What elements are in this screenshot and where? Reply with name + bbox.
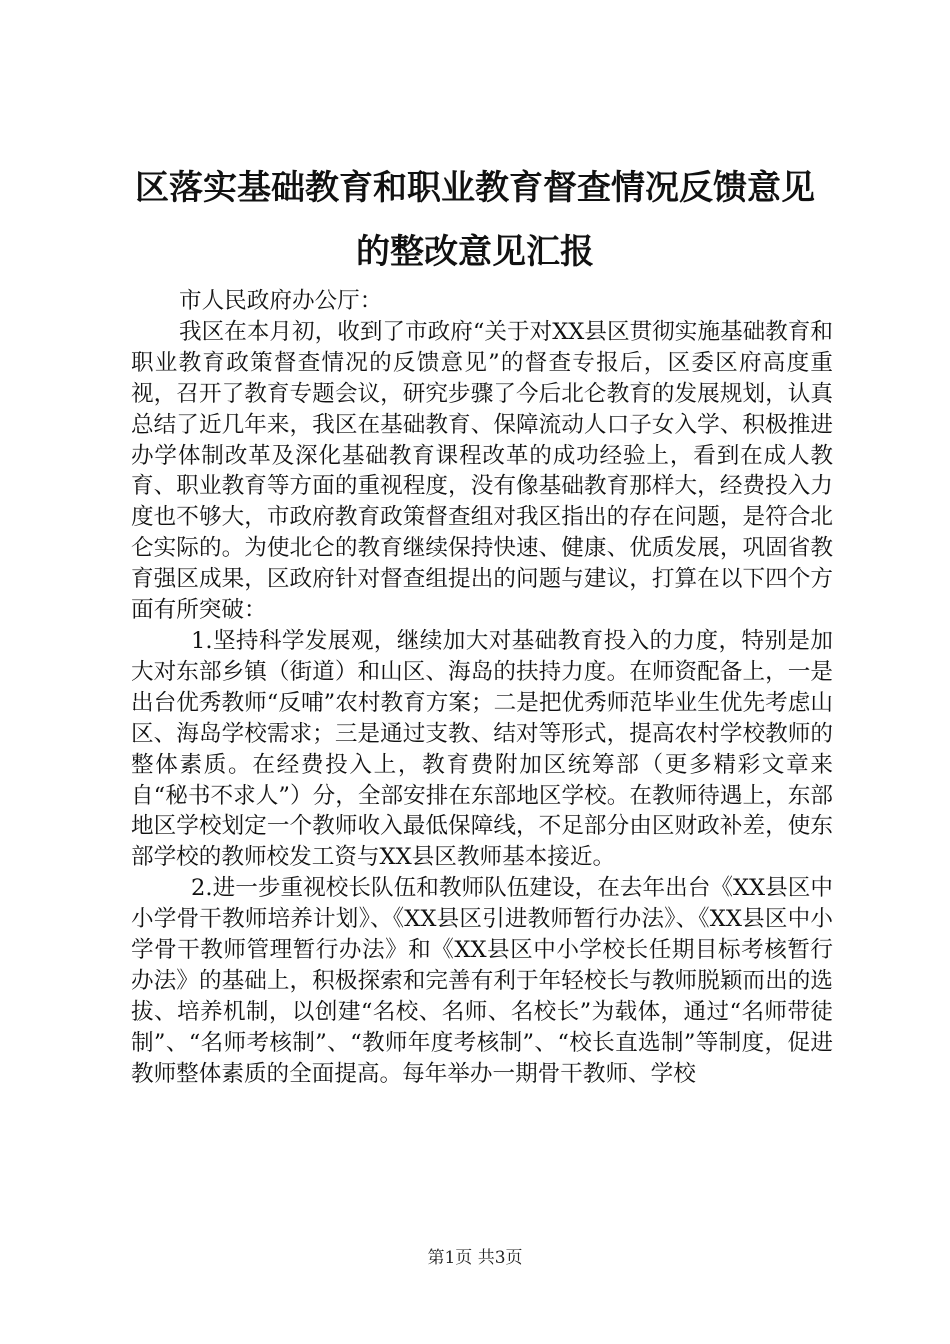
document-body	[131, 286, 833, 1090]
paragraph-item-1: 1.坚持科学发展观，继续加大对基础教育投入的力度，特别是加大对东部乡镇（街道）和山区、海岛的扶持力度。在师资配备上，一是出台优秀教师“反哺”农村教育方案；二是把优秀师范毕业生优先考虑山区、海岛学校需求；三是通过支教、结对等形式，提高农村学校教师的整体素质。在经费投入上，教育费附加区统筹部（更多精彩文章来自“秘书不求人”）分，全部安排在东部地区学校。在教师待遇上，东部地区学校划定一个教师收入最低保障线，不足部分由区财政补差，使东部学校的教师校发工资与XX县区教师基本接近。	[131, 627, 833, 871]
salutation: 市人民政府办公厅：	[179, 288, 383, 314]
paragraph-item-2: 2.进一步重视校长队伍和教师队伍建设，在去年出台《XX县区中小学骨干教师培养计划》、《XX县区引进教师暂行办法》、《XX县区中小学骨干教师管理暂行办法》和《XX县区中小学校长任期目标考核暂行办法》的基础上，积极探索和完善有利于年轻校长与教师脱颖而出的选拔、培养机制，以创建“名校、名师、名校长”为载体，通过“名师带徒制”、“名师考核制”、“教师年度考核制”、“校长直选制”等制度，促进教师整体素质的全面提高。每年举办一期骨干教师、学校	[131, 875, 833, 1087]
page-indicator: 第1页 共3页	[427, 1248, 523, 1268]
paragraph-intro: 我区在本月初，收到了市政府“关于对XX县区贯彻实施基础教育和职业教育政策督查情况的反馈意见”的督查专报后，区委区府高度重视，召开了教育专题会议，研究步骤了今后北仑教育的发展规划，认真总结了近几年来，我区在基础教育、保障流动人口子女入学、积极推进办学体制改革及深化基础教育课程改革的成功经验上，看到在成人教育、职业教育等方面的重视程度，没有像基础教育那样大，经费投入力度也不够大，市政府教育政策督查组对我区指出的存在问题，是符合北仑实际的。为使北仑的教育继续保持快速、健康、优质发展，巩固省教育强区成果，区政府针对督查组提出的问题与建议，打算在以下四个方面有所突破：	[131, 318, 833, 624]
document-title: 区落实基础教育和职业教育督查情况反馈意见的整改意见汇报	[135, 168, 815, 272]
